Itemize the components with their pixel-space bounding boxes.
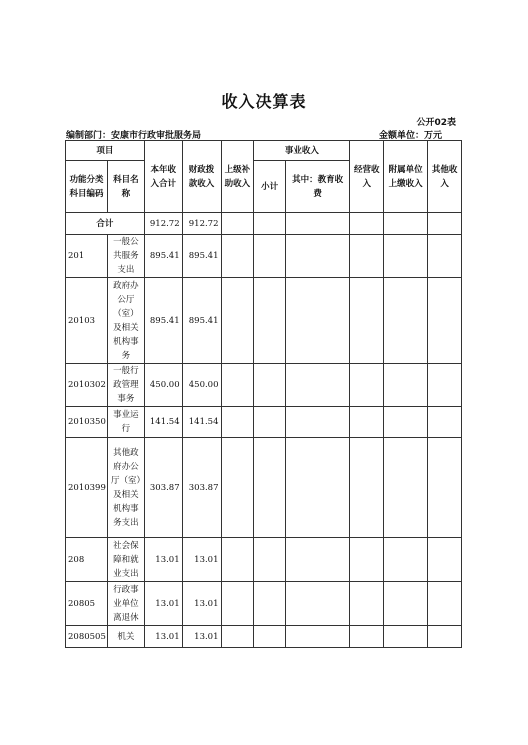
table-row bbox=[66, 626, 462, 648]
row-code: 20103 bbox=[66, 278, 108, 364]
form-number: 公开02表 bbox=[416, 118, 456, 128]
table-row bbox=[66, 538, 462, 582]
row-name: 机关 bbox=[107, 626, 144, 648]
row-fiscal: 13.01 bbox=[182, 538, 221, 582]
unit-label: 金额单位：万元 bbox=[378, 131, 442, 141]
row-code: 201 bbox=[66, 235, 108, 278]
department-label: 编制部门：安康市行政审批服务局 bbox=[66, 131, 202, 141]
table-row bbox=[66, 364, 462, 407]
table-row bbox=[66, 407, 462, 438]
header-upper-subsidy: 上级补助收入 bbox=[221, 141, 254, 213]
header-func-code: 功能分类科目编码 bbox=[66, 161, 108, 213]
row-fiscal: 895.41 bbox=[182, 278, 221, 364]
row-total: 13.01 bbox=[144, 626, 182, 648]
row-name: 一般行政管理事务 bbox=[107, 364, 144, 407]
header-affiliated: 附属单位上缴收入 bbox=[384, 141, 428, 213]
row-total: 13.01 bbox=[144, 582, 182, 626]
row-code: 2010399 bbox=[66, 438, 108, 538]
total-row bbox=[66, 213, 462, 235]
header-subject-name: 科目名称 bbox=[107, 161, 144, 213]
total-fiscal-cell: 912.72 bbox=[182, 213, 221, 235]
row-fiscal: 13.01 bbox=[182, 626, 221, 648]
row-code: 208 bbox=[66, 538, 108, 582]
row-code: 20805 bbox=[66, 582, 108, 626]
row-total: 13.01 bbox=[144, 538, 182, 582]
page-title: 收入决算表 bbox=[221, 92, 307, 111]
row-code: 2010302 bbox=[66, 364, 108, 407]
row-fiscal: 895.41 bbox=[182, 235, 221, 278]
header-other: 其他收入 bbox=[428, 141, 462, 213]
header-business-income: 事业收入 bbox=[254, 141, 350, 161]
row-name: 行政事业单位离退休 bbox=[107, 582, 144, 626]
row-name: 其他政府办公厅（室）及相关机构事务支出 bbox=[107, 438, 144, 538]
row-fiscal: 303.87 bbox=[182, 438, 221, 538]
row-total: 303.87 bbox=[144, 438, 182, 538]
row-fiscal: 141.54 bbox=[182, 407, 221, 438]
row-total: 895.41 bbox=[144, 235, 182, 278]
row-name: 事业运行 bbox=[107, 407, 144, 438]
header-fiscal: 财政拨款收入 bbox=[182, 141, 221, 213]
table-row bbox=[66, 438, 462, 538]
row-total: 450.00 bbox=[144, 364, 182, 407]
header-project: 项目 bbox=[66, 141, 145, 161]
row-fiscal: 450.00 bbox=[182, 364, 221, 407]
header-row-1 bbox=[66, 141, 462, 161]
total-income-cell: 912.72 bbox=[144, 213, 182, 235]
row-name: 社会保障和就业支出 bbox=[107, 538, 144, 582]
income-table bbox=[65, 140, 462, 648]
header-edu-fee: 其中：教育收费 bbox=[285, 161, 349, 213]
header-total-income: 本年收入合计 bbox=[144, 141, 182, 213]
total-label: 合计 bbox=[66, 213, 145, 235]
table-row bbox=[66, 278, 462, 364]
row-fiscal: 13.01 bbox=[182, 582, 221, 626]
row-code: 2010350 bbox=[66, 407, 108, 438]
header-subtotal: 小计 bbox=[254, 161, 286, 213]
row-name: 政府办公厅（室）及相关机构事务 bbox=[107, 278, 144, 364]
row-total: 141.54 bbox=[144, 407, 182, 438]
row-name: 一般公共服务支出 bbox=[107, 235, 144, 278]
table-row bbox=[66, 582, 462, 626]
table-row bbox=[66, 235, 462, 278]
row-code: 2080505 bbox=[66, 626, 108, 648]
header-operating: 经营收入 bbox=[350, 141, 384, 213]
row-total: 895.41 bbox=[144, 278, 182, 364]
